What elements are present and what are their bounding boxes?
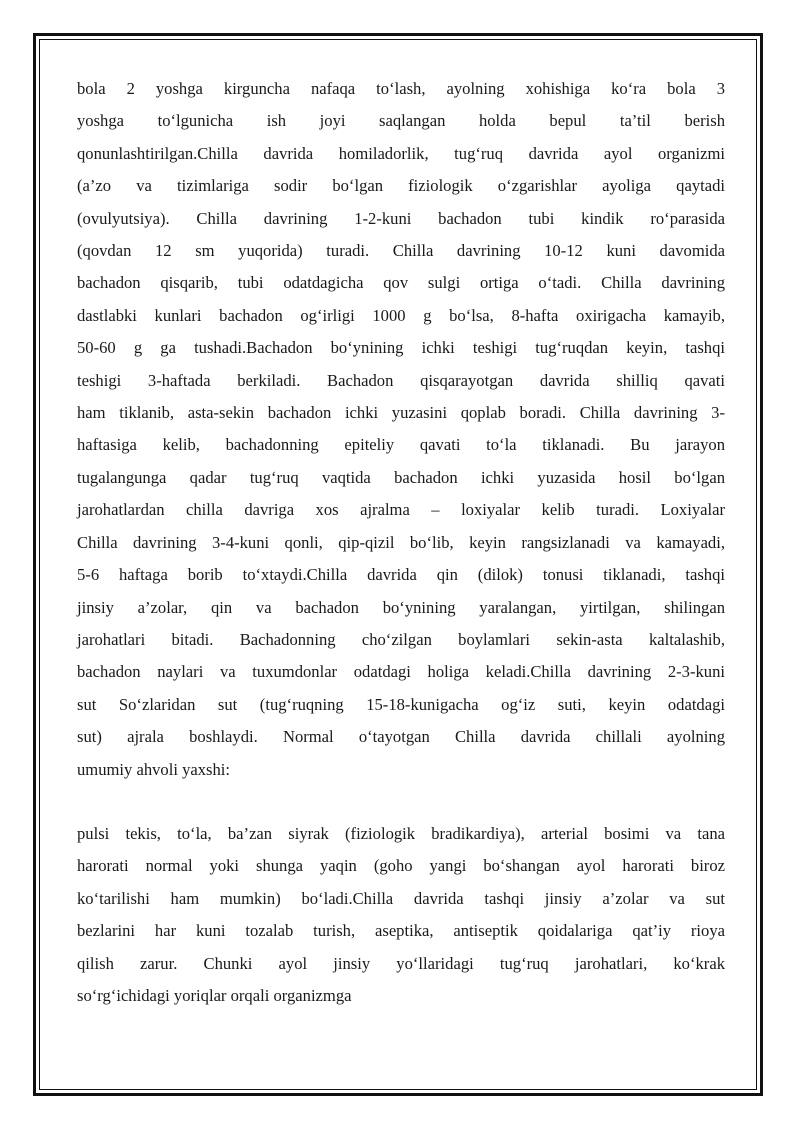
text-line: bola 2 yoshga kirguncha nafaqa to‘lash, ayolning xohishiga ko‘ra bola 3 [77, 79, 725, 98]
text-line: jinsiy a’zolar, qin va bachadon bo‘ynining yaralangan, yirtilgan, shilingan [77, 597, 725, 617]
text-line: bezlarini har kuni tozalab turish, aseptika, antiseptik qoidalariga qat’iy rioya [77, 921, 725, 941]
text-line: harorati normal yoki shunga yaqin (goho yangi bo‘shangan ayol harorati biroz [77, 856, 725, 876]
text-line: dastlabki kunlari bachadon og‘irligi 1000 g bo‘lsa, 8-hafta oxirigacha kamayib, [77, 305, 725, 325]
text-line: teshigi 3-haftada berkiladi. Bachadon qisqarayotgan davrida shilliq qavati [77, 370, 725, 390]
text-line: bachadon qisqarib, tubi odatdagicha qov sulgi ortiga o‘tadi. Chilla davrining [77, 273, 725, 293]
text-line: (qovdan 12 sm yuqorida) turadi. Chilla davrining 10-12 kuni davomida [77, 241, 725, 261]
text-line: qonunlashtirilgan.Chilla davrida homiladorlik, tug‘ruq davrida ayol organizmi [77, 143, 725, 163]
text-line: pulsi tekis, to‘la, ba’zan siyrak (fiziologik bradikardiya), arterial bosimi va tana [77, 823, 725, 843]
text-line: jarohatlari bitadi. Bachadonning cho‘zilgan boylamlari sekin-asta kaltalashib, [77, 629, 725, 649]
text-line: 5-6 haftaga borib to‘xtaydi.Chilla davrida qin (dilok) tonusi tiklanadi, tashqi [77, 565, 725, 585]
document-body [77, 73, 725, 1012]
paragraph-1 [77, 73, 725, 786]
paragraph-spacer [77, 786, 725, 818]
text-line: so‘rg‘ichidagi yoriqlar orqali organizmga [77, 985, 352, 1005]
text-line: sut) ajrala boshlaydi. Normal o‘tayotgan Chilla davrida chillali ayolning [77, 727, 725, 747]
text-line: ko‘tarilishi ham mumkin) bo‘ladi.Chilla davrida tashqi jinsiy a’zolar va sut [77, 888, 725, 908]
text-line: umumiy ahvoli yaxshi: [77, 759, 231, 779]
text-line: bachadon naylari va tuxumdonlar odatdagi holiga keladi.Chilla davrining 2-3-kuni [77, 662, 725, 682]
text-line: jarohatlardan chilla davriga xos ajralma – loxiyalar kelib turadi. Loxiyalar [77, 500, 725, 520]
paragraph-2 [77, 818, 725, 1012]
text-line: sut So‘zlaridan sut (tug‘ruqning 15-18-kunigacha og‘iz suti, keyin odatdagi [77, 694, 725, 714]
text-line: (a’zo va tizimlariga sodir bo‘lgan fiziologik o‘zgarishlar ayoliga qaytadi [77, 176, 725, 196]
text-line: ham tiklanib, asta-sekin bachadon ichki yuzasini qoplab boradi. Chilla davrining 3- [77, 403, 725, 423]
text-line: haftasiga kelib, bachadonning epiteliy qavati to‘la tiklanadi. Bu jarayon [77, 435, 725, 455]
text-line: qilish zarur. Chunki ayol jinsiy yo‘llaridagi tug‘ruq jarohatlari, ko‘krak [77, 953, 725, 973]
text-line: 50-60 g ga tushadi.Bachadon bo‘ynining ichki teshigi tug‘ruqdan keyin, tashqi [77, 338, 725, 358]
text-line: (ovulyutsiya). Chilla davrining 1-2-kuni bachadon tubi kindik ro‘parasida [77, 208, 725, 228]
text-line: yoshga to‘lgunicha ish joyi saqlangan holda bepul ta’til berish [77, 111, 725, 131]
text-line: Chilla davrining 3-4-kuni qonli, qip-qizil bo‘lib, keyin rangsizlanadi va kamayadi, [77, 532, 725, 552]
text-line: tugalangunga qadar tug‘ruq vaqtida bachadon ichki yuzasida hosil bo‘lgan [77, 467, 725, 487]
